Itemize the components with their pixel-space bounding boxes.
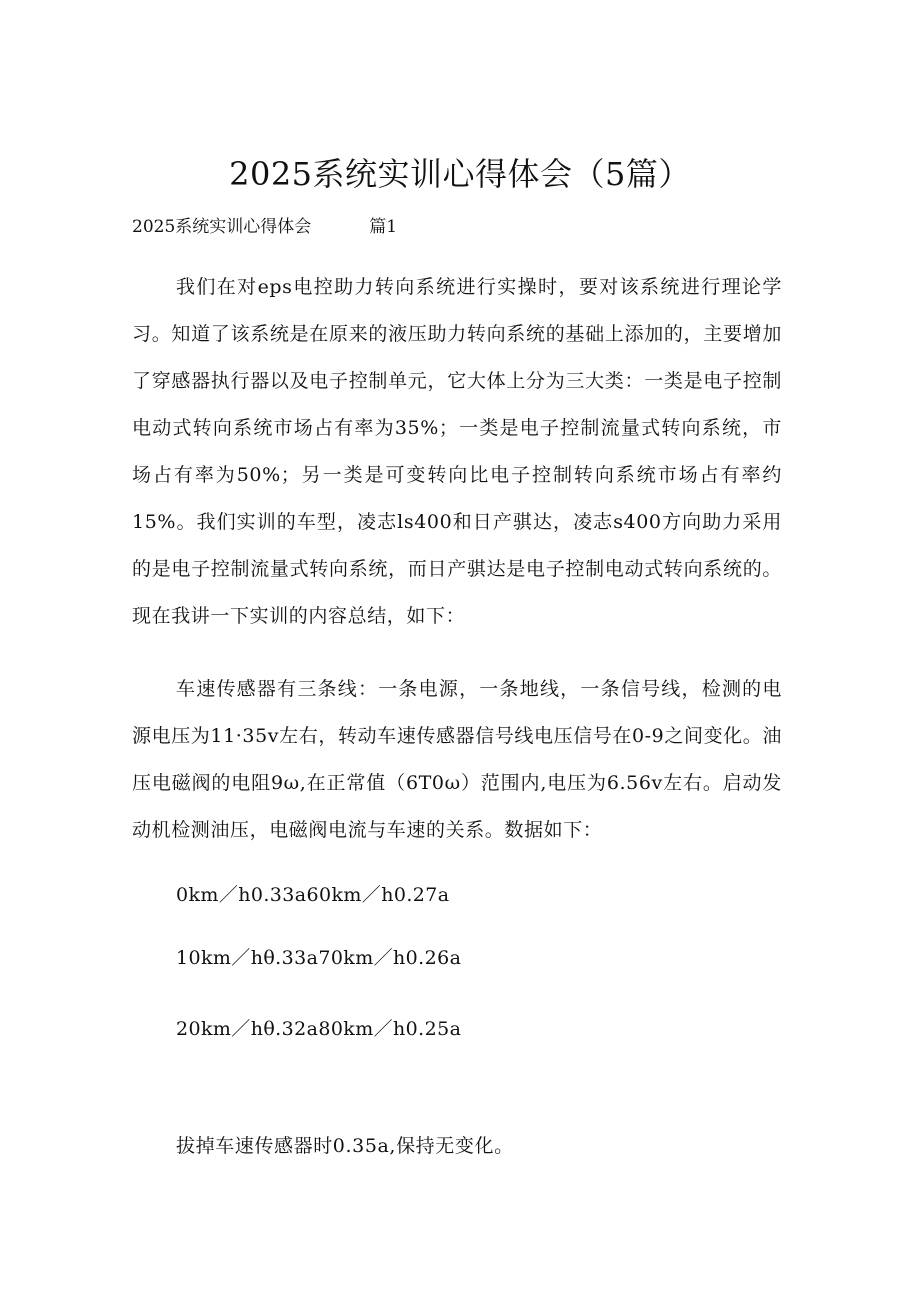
body-paragraph: 我们在对eps电控助力转向系统进行实操时，要对该系统进行理论学习。知道了该系统是在原来的液压助力转向系统的基础上添加的，主要增加了穿感器执行器以及电子控制单元，它大体上分为三大类：一类是电子控制电动式转向系统市场占有率为35%；一类是电子控制流量式转向系统，市场占有率为50%；另一类是可变转向比电子控制转向系统市场占有率约15%。我们实训的车型，凌志ls400和日产骐达，凌志s400方向助力采用的是电子控制流量式转向系统，而日产骐达是电子控制电动式转向系统的。现在我讲一下实训的内容总结，如下： [132, 276, 782, 627]
subtitle-text: 2025系统实训心得体会 [132, 217, 312, 237]
data-line: 20km／hθ.32a80km／h0.25a [176, 1018, 462, 1040]
data-line: 0km／h0.33a60km／h0.27a [176, 884, 450, 906]
part-label: 篇1 [369, 217, 398, 237]
document-title: 2025系统实训心得体会（5篇） [229, 155, 691, 193]
data-line: 10km／hθ.33a70km／h0.26a [176, 947, 462, 969]
closing-line: 拔掉车速传感器时0.35a,保持无变化。 [176, 1135, 514, 1157]
body-paragraph: 车速传感器有三条线：一条电源，一条地线，一条信号线，检测的电源电压为11·35v左右，转动车速传感器信号线电压信号在0-9之间变化。油压电磁阀的电阻9ω,在正常值（6T0ω）范围内,电压为6.56v左右。启动发动机检测油压，电磁阀电流与车速的关系。数据如下： [132, 678, 782, 841]
subtitle-row [132, 212, 397, 242]
